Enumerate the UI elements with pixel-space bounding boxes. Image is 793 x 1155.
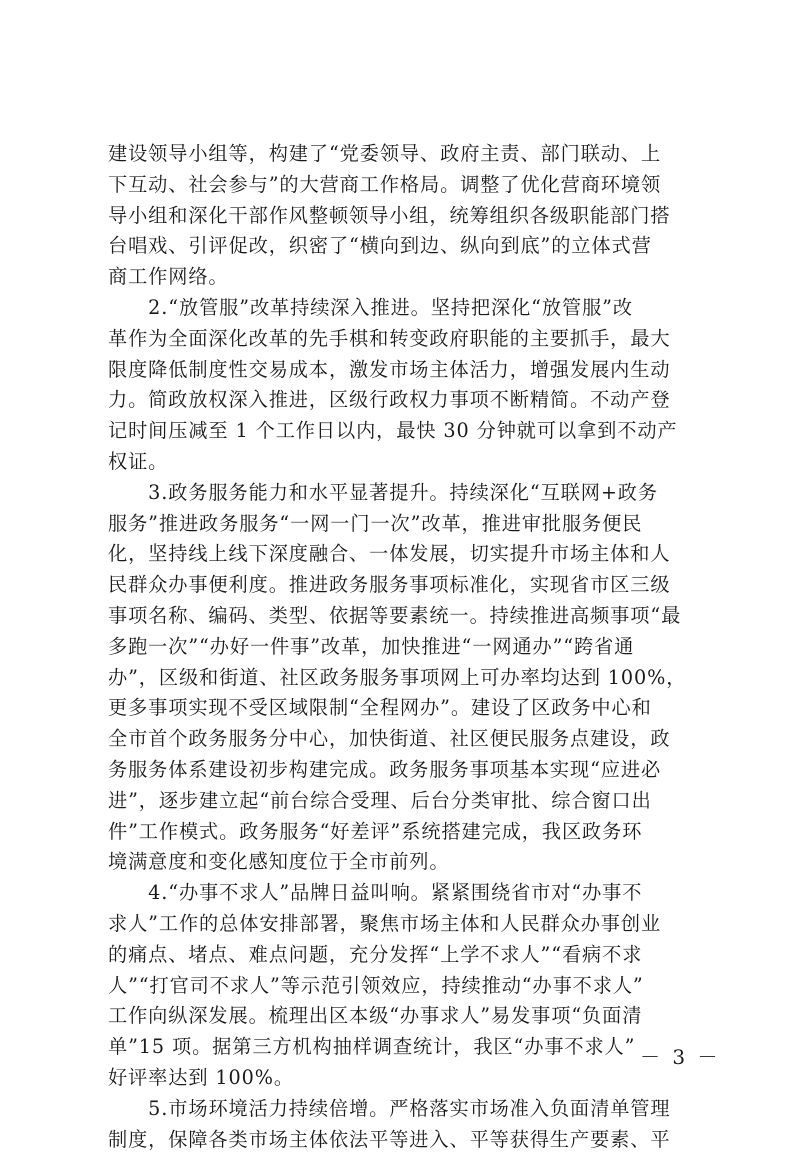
text-line: 服务”推进政务服务“一网一门一次”改革，推进审批服务便民 [108,509,700,540]
text-line: 民群众办事便利度。推进政务服务事项标准化，实现省市区三级 [108,570,700,601]
text-line: 力。简政放权深入推进，区级行政权力事项不断精简。不动产登 [108,385,700,416]
text-line: 求人”工作的总体安排部署，聚焦市场主体和人民群众办事创业 [108,909,700,940]
paragraph-item-5 [108,1094,700,1155]
paragraph-item-2 [108,293,700,478]
text-line: 好评率达到 100%。 [108,1063,700,1094]
document-body [108,139,700,1155]
text-line: 境满意度和变化感知度位于全市前列。 [108,847,700,878]
text-line: 制度，保障各类市场主体依法平等进入、平等获得生产要素、平 [108,1125,700,1155]
text-line: 事项名称、编码、类型、依据等要素统一。持续推进高频事项“最 [108,601,700,632]
text-line: 4.“办事不求人”品牌日益叫响。紧紧围绕省市对“办事不 [108,878,700,909]
paragraph-item-4 [108,878,700,1094]
text-line: 的痛点、堵点、难点问题，充分发挥“上学不求人”“看病不求 [108,940,700,971]
text-line: 办”，区级和街道、社区政务服务事项网上可办率均达到 100%， [108,663,700,694]
text-line: 商工作网络。 [108,262,700,293]
text-line: 权证。 [108,447,700,478]
text-line: 台唱戏、引评促改，织密了“横向到边、纵向到底”的立体式营 [108,231,700,262]
text-line: 单”15 项。据第三方机构抽样调查统计，我区“办事不求人” [108,1032,700,1063]
text-line: 全市首个政务服务分中心，加快街道、社区便民服务点建设，政 [108,724,700,755]
text-line: 件”工作模式。政务服务“好差评”系统搭建完成，我区政务环 [108,817,700,848]
text-line: 多跑一次”“办好一件事”改革，加快推进“一网通办”“跨省通 [108,632,700,663]
text-line: 工作向纵深发展。梳理出区本级“办事求人”易发事项“负面清 [108,1001,700,1032]
text-line: 更多事项实现不受区域限制“全程网办”。建设了区政务中心和 [108,693,700,724]
text-line: 下互动、社会参与”的大营商工作格局。调整了优化营商环境领 [108,170,700,201]
text-line: 限度降低制度性交易成本，激发市场主体活力，增强发展内生动 [108,355,700,386]
text-line: 进”，逐步建立起“前台综合受理、后台分类审批、综合窗口出 [108,786,700,817]
paragraph-item-3 [108,478,700,878]
text-line: 3.政务服务能力和水平显著提升。持续深化“互联网+政务 [108,478,700,509]
text-line: 5.市场环境活力持续倍增。严格落实市场准入负面清单管理 [108,1094,700,1125]
text-line: 建设领导小组等，构建了“党委领导、政府主责、部门联动、上 [108,139,700,170]
text-line: 务服务体系建设初步构建完成。政务服务事项基本实现“应进必 [108,755,700,786]
page-number: － 3 － [640,1041,720,1070]
text-line: 革作为全面深化改革的先手棋和转变政府职能的主要抓手，最大 [108,324,700,355]
paragraph-continuation [108,139,700,293]
text-line: 导小组和深化干部作风整顿领导小组，统筹组织各级职能部门搭 [108,201,700,232]
text-line: 2.“放管服”改革持续深入推进。坚持把深化“放管服”改 [108,293,700,324]
text-line: 记时间压减至 1 个工作日以内，最快 30 分钟就可以拿到不动产 [108,416,700,447]
text-line: 人”“打官司不求人”等示范引领效应，持续推动“办事不求人” [108,971,700,1002]
text-line: 化，坚持线上线下深度融合、一体发展，切实提升市场主体和人 [108,539,700,570]
